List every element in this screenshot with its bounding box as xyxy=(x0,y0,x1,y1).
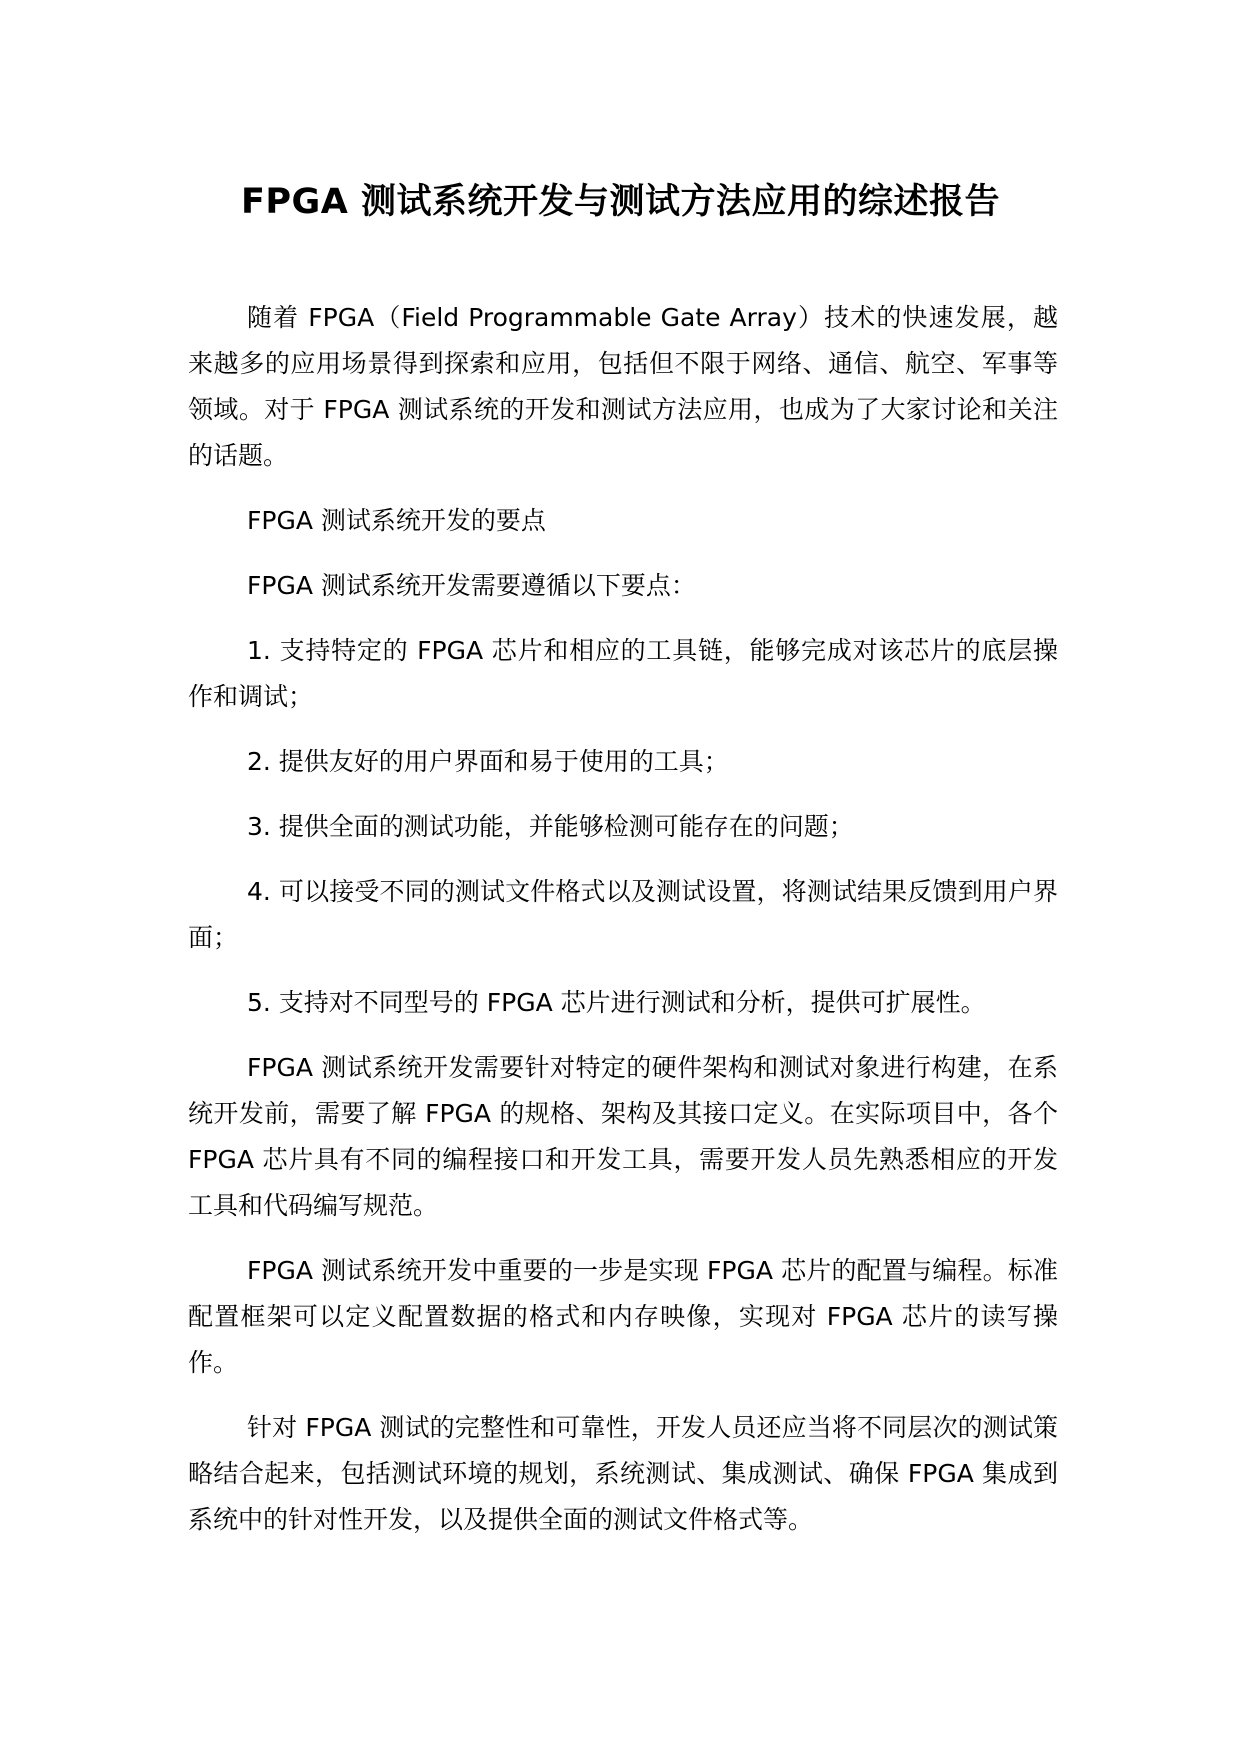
list-item: 2. 提供友好的用户界面和易于使用的工具； xyxy=(247,747,729,776)
document-body xyxy=(188,295,1058,1562)
list-item: 3. 提供全面的测试功能，并能够检测可能存在的问题； xyxy=(247,812,854,841)
paragraph-intro: 随着 FPGA（Field Programmable Gate Array）技术的快速发展，越来越多的应用场景得到探索和应用，包括但不限于网络、通信、航空、军事等领域。对于 FPGA 测试系统的开发和测试方法应用，也成为了大家讨论和关注的话题。 xyxy=(188,303,1058,470)
document-title: FPGA 测试系统开发与测试方法应用的综述报告 xyxy=(240,182,1001,222)
list-item: 4. 可以接受不同的测试文件格式以及测试设置，将测试结果反馈到用户界面； xyxy=(188,877,1058,952)
list-item: 5. 支持对不同型号的 FPGA 芯片进行测试和分析，提供可扩展性。 xyxy=(247,988,986,1017)
list-item: 1. 支持特定的 FPGA 芯片和相应的工具链，能够完成对该芯片的底层操作和调试； xyxy=(188,636,1058,711)
paragraph-configuration: FPGA 测试系统开发中重要的一步是实现 FPGA 芯片的配置与编程。标准配置框架可以定义配置数据的格式和内存映像，实现对 FPGA 芯片的读写操作。 xyxy=(188,1256,1058,1377)
paragraph-strategy: 针对 FPGA 测试的完整性和可靠性，开发人员还应当将不同层次的测试策略结合起来，包括测试环境的规划，系统测试、集成测试、确保 FPGA 集成到系统中的针对性开发，以及提供全面的测试文件格式等。 xyxy=(188,1413,1058,1534)
section-heading: FPGA 测试系统开发的要点 xyxy=(247,506,546,535)
paragraph-architecture: FPGA 测试系统开发需要针对特定的硬件架构和测试对象进行构建，在系统开发前，需要了解 FPGA 的规格、架构及其接口定义。在实际项目中，各个 FPGA 芯片具有不同的编程接口和开发工具，需要开发人员先熟悉相应的开发工具和代码编写规范。 xyxy=(188,1053,1058,1220)
paragraph-lead: FPGA 测试系统开发需要遵循以下要点： xyxy=(247,571,696,600)
